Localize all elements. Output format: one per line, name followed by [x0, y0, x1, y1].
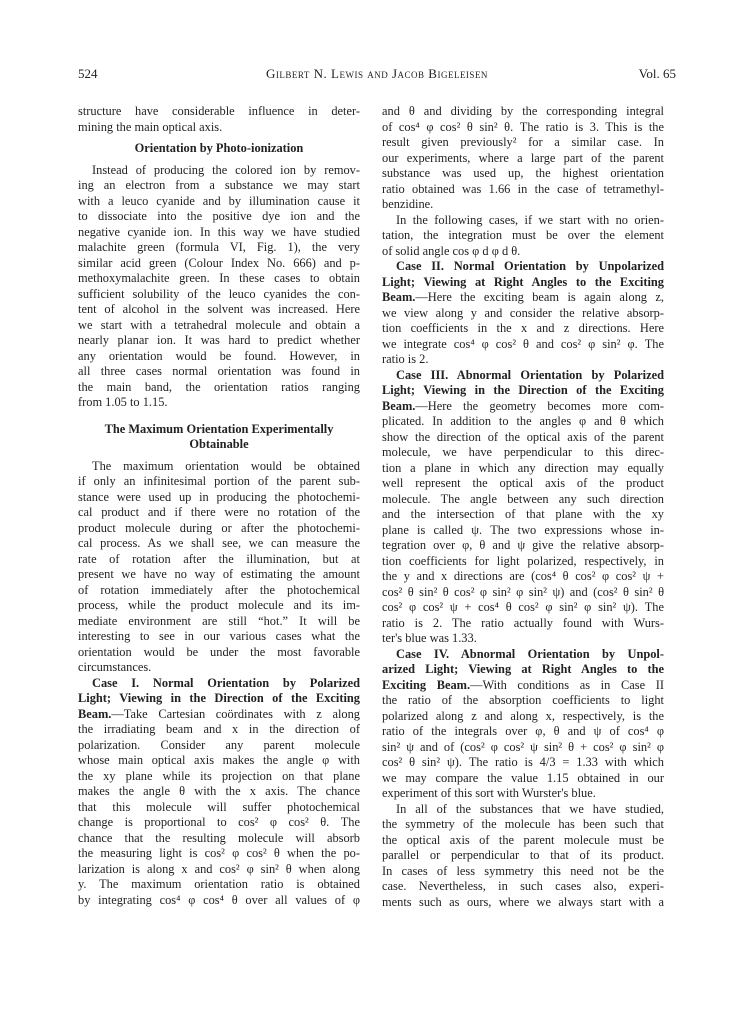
text-line: cal process. As we shall see, we can measure the — [78, 536, 360, 550]
text-line: ratio is 2. The ratio actually found with Wurs- — [382, 615, 664, 630]
text-line: any orientation would be found. However, in — [78, 348, 360, 363]
text-line: we start with a tetrahedral molecule and obtain a — [78, 317, 360, 332]
text-line: ments such as ours, where we always start with a — [382, 894, 664, 909]
text-line: of cos⁴ φ cos² θ sin² θ. The ratio is 3. This is the — [382, 119, 664, 134]
text-line: if only an infinitesimal portion of the parent sub- — [78, 474, 360, 488]
text-line: from 1.05 to 1.15. — [78, 395, 168, 409]
text-line: plicated. In addition to the angles φ and θ which — [382, 414, 664, 428]
text-line: our experiments, where a large part of the parent — [382, 150, 664, 165]
text-line: molecule. The angle between any such direction — [382, 491, 664, 506]
case-1-first-line: —Take Cartesian coördinates with z along — [111, 706, 360, 721]
case-2-first-line: —Here the exciting beam is again along z, — [415, 290, 664, 304]
text-line: ter's blue was 1.33. — [382, 631, 477, 645]
maximum-orientation-paragraph — [78, 459, 360, 676]
text-line: tion coefficients for light polarized, respectively, in — [382, 553, 664, 568]
case-2-heading-cont: Light; Viewing at Right Angles to the Exciting — [382, 274, 664, 289]
text-line: the y and x directions are (cos⁴ θ cos² φ cos² ψ + — [382, 569, 664, 583]
photo-ionization-paragraph — [78, 163, 360, 411]
text-line: molecule, we have perpendicular to this direc- — [382, 445, 664, 459]
text-line: all three cases normal orientation was found in — [78, 364, 360, 378]
text-line: we view along y and consider the relative absorp- — [382, 305, 664, 320]
case-1-heading-cont: Light; Viewing in the Direction of the Exciting — [78, 691, 360, 705]
text-line — [382, 399, 664, 415]
text-line: tegration over φ, θ and ψ give the relative absorp- — [382, 538, 664, 552]
text-line: negative cyanide ion. In this way we have studied — [78, 224, 360, 239]
text-line: cos² φ cos² ψ + cos⁴ θ cos² φ sin² φ sin² ψ). The — [382, 600, 664, 614]
text-line: plane is called ψ. The two expressions whose in- — [382, 522, 664, 537]
text-line: we may compare the value 1.15 obtained in our — [382, 770, 664, 785]
text-line: and θ and dividing by the corresponding integral — [382, 104, 664, 118]
text-line: cos² θ sin² ψ). The ratio is 4/3 = 1.33 with which — [382, 755, 664, 769]
text-line: In all of the substances that we have studied, — [396, 801, 664, 816]
volume-label: Vol. 65 — [638, 66, 676, 81]
text-line: ratio is 2. — [382, 352, 429, 366]
case-1-paragraph — [78, 676, 360, 909]
text-line: of solid angle cos φ d φ d θ. — [382, 243, 521, 258]
case-2-heading: Case II. Normal Orientation by Unpolarized — [396, 259, 664, 273]
text-line: tent of alcohol in the solvent was increased. Here — [78, 302, 360, 316]
text-line: product molecule during or after the photochemi- — [78, 520, 360, 535]
integration-paragraph — [382, 213, 664, 260]
text-line: the irradiating beam and x in the direction of — [78, 722, 360, 736]
section-heading-maximum-orientation-cont: Obtainable — [189, 437, 249, 451]
text-line: y. The maximum orientation ratio is obtained — [78, 877, 360, 891]
text-line: larization is along x and cos² φ sin² θ when along — [78, 861, 360, 876]
section-heading-maximum-orientation: The Maximum Orientation Experimentally — [104, 421, 334, 436]
text-line: the main band, the orientation ratios ranging — [78, 379, 360, 394]
text-line: we integrate cos⁴ φ cos² θ and cos² φ sin² φ. The — [382, 336, 664, 351]
text-line: Instead of producing the colored ion by remov- — [92, 162, 360, 177]
text-line: interesting to see in our various cases what the — [78, 629, 360, 643]
case-4-heading: Case IV. Abnormal Orientation by Unpol- — [396, 646, 664, 661]
running-head-authors: Gilbert N. Lewis and Jacob Bigeleisen — [266, 66, 488, 81]
text-line: the optical axis of the parent molecule must be — [382, 832, 664, 847]
running-head — [78, 66, 676, 84]
text-line: the symmetry of the molecule has been such that — [382, 817, 664, 831]
case-3-heading: Case III. Abnormal Orientation by Polarized — [396, 367, 664, 382]
case-1-heading-lead: Beam. — [78, 706, 112, 721]
case-2-heading-lead: Beam. — [382, 290, 416, 304]
case-3-paragraph — [382, 368, 664, 647]
text-line: the ratio of the absorption coefficients to light — [382, 693, 664, 707]
text-line: result given previously² for a similar case. In — [382, 135, 664, 149]
text-line: parallel or perpendicular to that of its product. — [382, 848, 664, 862]
case-4-heading-lead: Exciting Beam. — [382, 677, 471, 692]
symmetry-paragraph — [382, 802, 664, 911]
text-line: In cases of less symmetry this need not be the — [382, 863, 664, 878]
text-line: and the intersection of that plane with the xy — [382, 507, 664, 521]
text-line: the measuring light is cos² φ cos² θ when the po- — [78, 846, 360, 860]
text-line: the xy plane while its projection on that plane — [78, 768, 360, 783]
page-number: 524 — [78, 66, 98, 81]
text-line: orientation would be under the most favorable — [78, 644, 360, 659]
text-line: The maximum orientation would be obtained — [92, 458, 360, 473]
text-line: tation, the integration must be over the element — [382, 228, 664, 242]
text-line: polarization. Consider any parent molecule — [78, 737, 360, 752]
case-2-paragraph — [382, 259, 664, 368]
text-line: malachite green (formula VI, Fig. 1), the very — [78, 240, 360, 254]
text-line: present we have no way of estimating the amount — [78, 567, 360, 581]
text-line: similar acid green (Colour Index No. 666) and p- — [78, 255, 360, 270]
text-line — [382, 678, 664, 694]
text-line: sin² ψ and of (cos² φ cos² ψ sin² θ + cos² φ sin² φ — [382, 739, 664, 754]
section-heading-photo-ionization: Orientation by Photo-ionization — [134, 141, 304, 155]
text-line: cal product and if there were no rotation of the — [78, 505, 360, 519]
text-line: cos² θ sin² θ cos² φ sin² φ sin² ψ) and (cos² θ sin² θ — [382, 584, 664, 599]
right-column — [382, 104, 664, 910]
text-line: tion a plane in which any direction may equally — [382, 460, 664, 475]
case-3-heading-cont: Light; Viewing in the Direction of the Exciting — [382, 383, 664, 397]
text-line: that this molecule will suffer photochemical — [78, 799, 360, 814]
text-line: show the direction of the optical axis of the parent — [382, 429, 664, 444]
text-line: case. Nevertheless, in such cases also, experi- — [382, 879, 664, 893]
text-line: structure have considerable influence in deter- — [78, 104, 360, 118]
case-3-first-line: —Here the geometry becomes more com- — [415, 398, 664, 413]
text-line: ing an electron from a substance we may start — [78, 178, 360, 192]
text-line: rate of rotation after the illumination, but at — [78, 551, 360, 566]
text-line: In the following cases, if we start with no orien- — [396, 212, 664, 227]
text-line: of rotation immediately after the photochemical — [78, 582, 360, 597]
text-line: process, while the product molecule and its im- — [78, 598, 360, 612]
text-line — [78, 707, 360, 723]
text-line: to dissociate into the positive dye ion and the — [78, 209, 360, 223]
text-line: with a leuco cyanide and by illumination cause it — [78, 193, 360, 208]
case-4-paragraph — [382, 647, 664, 802]
text-line: experiment of this sort with Wurster's blue. — [382, 786, 596, 800]
case-1-continuation-paragraph — [382, 104, 664, 213]
text-line: makes the angle θ with the x axis. The chance — [78, 784, 360, 798]
text-line: methoxymalachite green. In these cases to obtain — [78, 271, 360, 285]
text-line: nearly planar ion. It was hard to predict whether — [78, 333, 360, 347]
text-line: tion coefficients in the x and z directions. Here — [382, 321, 664, 335]
text-line: sufficient solubility of the leuco cyanides the con- — [78, 286, 360, 301]
case-1-heading: Case I. Normal Orientation by Polarized — [92, 675, 360, 690]
text-line: mediate environment are still “hot.” It will be — [78, 613, 360, 628]
case-3-heading-lead: Beam. — [382, 398, 416, 413]
left-column — [78, 104, 360, 908]
text-line: mining the main optical axis. — [78, 119, 223, 134]
text-line: by integrating cos⁴ φ cos⁴ θ over all values of φ — [78, 892, 360, 907]
text-line: benzidine. — [382, 197, 434, 211]
text-line: stance were used up in producing the photochemi- — [78, 489, 360, 504]
text-line: ratio obtained was 1.66 in the case of tetramethyl- — [382, 181, 664, 196]
case-4-heading-cont: arized Light; Viewing at Right Angles to the — [382, 662, 664, 676]
text-line: chance that the resulting molecule will absorb — [78, 830, 360, 845]
text-line: well represent the optical axis of the product — [382, 476, 664, 490]
text-line — [382, 290, 664, 306]
text-line: circumstances. — [78, 660, 152, 674]
intro-paragraph — [78, 104, 360, 135]
text-line: polarized along z and along x, respectively, is the — [382, 708, 664, 723]
text-line: whose main optical axis makes the angle φ with — [78, 753, 360, 767]
text-line: change is proportional to cos² φ cos² θ. The — [78, 815, 360, 829]
text-line: ratio of the integrals over φ, θ and ψ of cos⁴ φ — [382, 724, 664, 738]
case-4-first-line: —With conditions as in Case II — [470, 677, 664, 692]
text-line: substance was used up, the highest orientation — [382, 166, 664, 180]
